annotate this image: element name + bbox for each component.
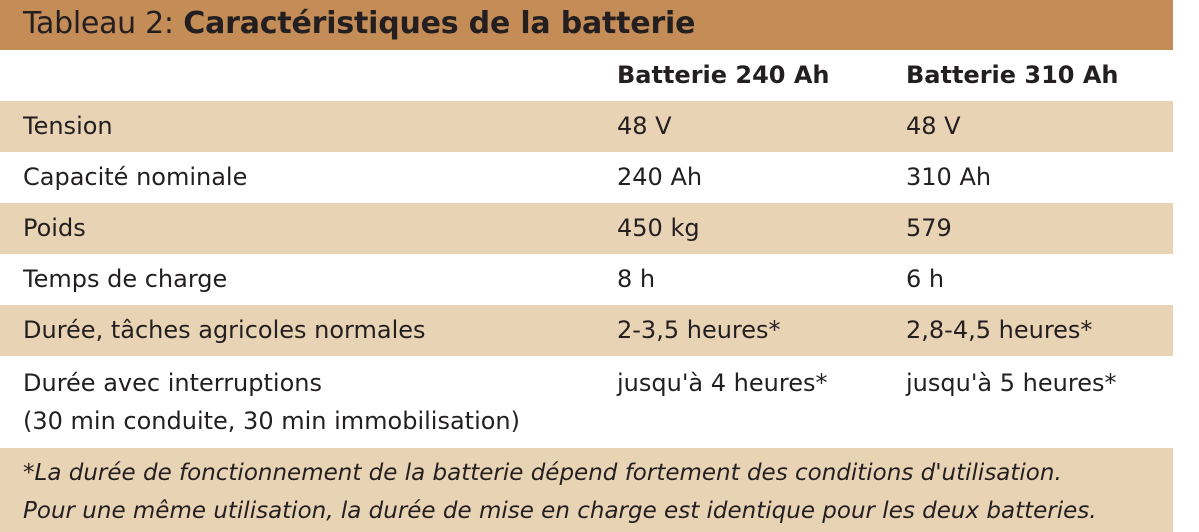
table-title-prefix: Tableau 2: bbox=[23, 6, 174, 41]
row-label: Capacité nominale bbox=[23, 163, 248, 191]
table-row-duree-interruptions bbox=[0, 356, 1173, 454]
footnote-line: Pour une même utilisation, la durée de mise en charge est identique pour les deux batteries. bbox=[23, 498, 1097, 524]
cell-240ah: 48 V bbox=[617, 112, 672, 140]
table-title-main: Caractéristiques de la batterie bbox=[183, 6, 696, 41]
row-label: Temps de charge bbox=[23, 265, 228, 293]
cell-240ah: 450 kg bbox=[617, 214, 700, 242]
table-row-poids bbox=[0, 203, 1173, 254]
table-header-row bbox=[0, 50, 1173, 101]
column-header-240ah: Batterie 240 Ah bbox=[617, 61, 830, 89]
cell-240ah: 2-3,5 heures* bbox=[617, 316, 781, 344]
cell-310ah: jusqu'à 5 heures* bbox=[906, 369, 1117, 397]
cell-240ah: 8 h bbox=[617, 265, 656, 293]
footnote-line: *La durée de fonctionnement de la batterie dépend fortement des conditions d'utilisation. bbox=[23, 460, 1062, 486]
cell-310ah: 2,8-4,5 heures* bbox=[906, 316, 1093, 344]
table-row-tension bbox=[0, 101, 1173, 152]
table-title bbox=[0, 0, 1173, 50]
spec-table bbox=[0, 50, 1173, 454]
row-label-line2: (30 min conduite, 30 min immobilisation) bbox=[23, 407, 521, 435]
table-row-duree-normale bbox=[0, 305, 1173, 356]
table-row-capacite bbox=[0, 152, 1173, 203]
cell-310ah: 310 Ah bbox=[906, 163, 992, 191]
cell-310ah: 48 V bbox=[906, 112, 961, 140]
row-label: Tension bbox=[23, 112, 113, 140]
cell-310ah: 6 h bbox=[906, 265, 945, 293]
table-row-temps-charge bbox=[0, 254, 1173, 305]
row-label-line1: Durée avec interruptions bbox=[23, 369, 322, 397]
row-label bbox=[23, 364, 593, 440]
row-label: Poids bbox=[23, 214, 86, 242]
column-header-310ah: Batterie 310 Ah bbox=[906, 61, 1119, 89]
row-label: Durée, tâches agricoles normales bbox=[23, 316, 426, 344]
cell-310ah: 579 bbox=[906, 214, 952, 242]
cell-240ah: jusqu'à 4 heures* bbox=[617, 369, 828, 397]
cell-240ah: 240 Ah bbox=[617, 163, 703, 191]
table-footnote bbox=[0, 448, 1173, 532]
